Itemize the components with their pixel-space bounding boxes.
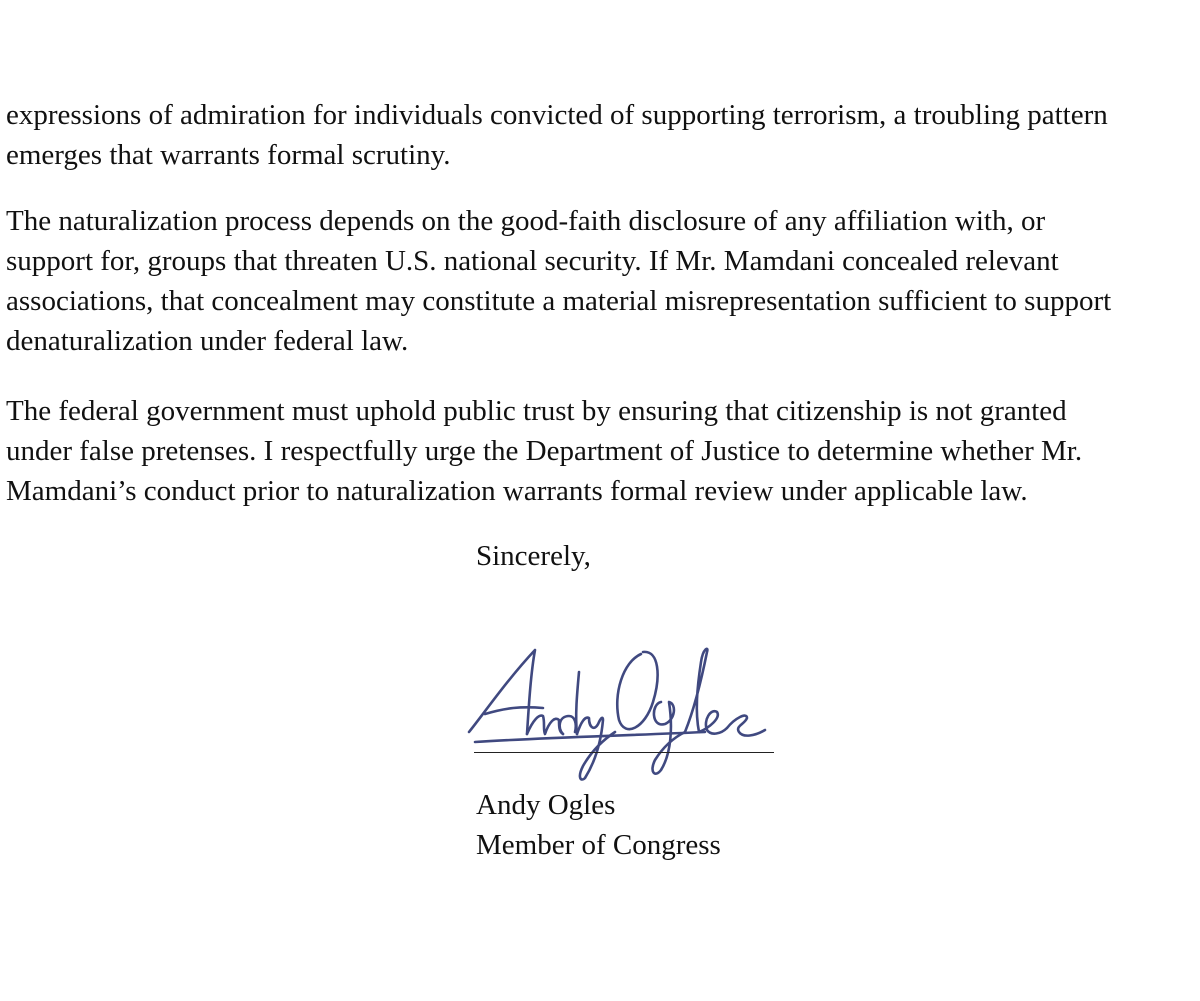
signature-line — [474, 752, 774, 753]
signer-name: Andy Ogles — [476, 789, 616, 821]
paragraph-line: associations, that concealment may constitute a material misrepresentation sufficient to support — [6, 285, 1112, 317]
letter-paragraph-3 — [6, 391, 1082, 511]
paragraph-line: The federal government must uphold public trust by ensuring that citizenship is not granted — [6, 395, 1067, 427]
closing-salutation: Sincerely, — [476, 540, 591, 572]
paragraph-line: expressions of admiration for individuals convicted of supporting terrorism, a troubling pattern — [6, 99, 1108, 131]
paragraph-line: The naturalization process depends on the good-faith disclosure of any affiliation with, or — [6, 205, 1046, 237]
letter-paragraph-1 — [6, 95, 1108, 175]
paragraph-line: denaturalization under federal law. — [6, 325, 409, 357]
handwritten-signature — [455, 632, 785, 782]
letter-paragraph-2 — [6, 201, 1111, 361]
paragraph-line: support for, groups that threaten U.S. national security. If Mr. Mamdani concealed relevant — [6, 245, 1059, 277]
signer-block — [476, 785, 721, 865]
paragraph-line: emerges that warrants formal scrutiny. — [6, 139, 451, 171]
paragraph-line: Mamdani’s conduct prior to naturalization warrants formal review under applicable law. — [6, 475, 1028, 507]
paragraph-line: under false pretenses. I respectfully urge the Department of Justice to determine whether Mr. — [6, 435, 1083, 467]
signer-title: Member of Congress — [476, 829, 721, 861]
